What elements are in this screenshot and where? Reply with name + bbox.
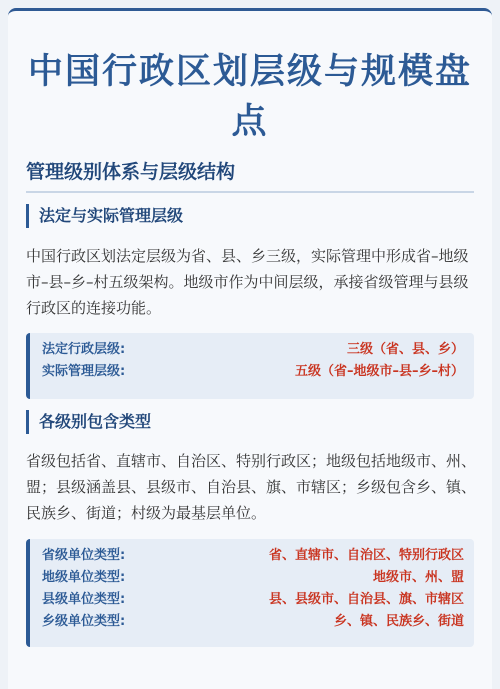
info-row: [42, 589, 464, 611]
info-row: [42, 361, 464, 383]
info-box-levels: [26, 333, 474, 399]
info-box-types: [26, 539, 474, 647]
info-label: 省级单位类型:: [42, 548, 126, 563]
info-value: 县、县级市、自治县、旗、市辖区: [268, 592, 464, 607]
info-row: [42, 611, 464, 633]
info-value: 三级（省、县、乡）: [346, 342, 464, 357]
info-value: 地级市、州、盟: [372, 570, 464, 585]
paragraph-types: 省级包括省、直辖市、自治区、特别行政区；地级包括地级市、州、盟；县级涵盖县、县级市、自治县、旗、市辖区；乡级包含乡、镇、民族乡、街道；村级为最基层单位。: [26, 452, 477, 522]
paragraph-levels: 中国行政区划法定层级为省、县、乡三级，实际管理中形成省–地级市–县–乡–村五级架构。地级市作为中间层级，承接省级管理与县级行政区的连接功能。: [26, 247, 469, 317]
info-value: 五级（省–地级市–县–乡–村）: [294, 364, 464, 379]
info-value: 省、直辖市、自治区、特别行政区: [268, 548, 464, 563]
subsection-heading-types: 各级别包含类型: [26, 410, 151, 434]
info-value: 乡、镇、民族乡、街道: [333, 614, 464, 629]
info-row: [42, 339, 464, 361]
subsection-heading-levels: 法定与实际管理层级: [26, 204, 183, 228]
info-label: 法定行政层级:: [42, 342, 126, 357]
info-label: 县级单位类型:: [42, 592, 126, 607]
page-title-line-1: 中国行政区划层级与规模盘: [27, 52, 472, 92]
info-label: 地级单位类型:: [42, 570, 126, 585]
section-divider: [26, 191, 474, 193]
info-label: 实际管理层级:: [42, 364, 126, 379]
content-card: [8, 8, 492, 689]
info-row: [42, 567, 464, 589]
info-row: [42, 545, 464, 567]
page-title: [8, 47, 492, 147]
info-label: 乡级单位类型:: [42, 614, 126, 629]
section-heading: 管理级别体系与层级结构: [26, 161, 236, 183]
page-title-line-2: 点: [231, 102, 269, 142]
